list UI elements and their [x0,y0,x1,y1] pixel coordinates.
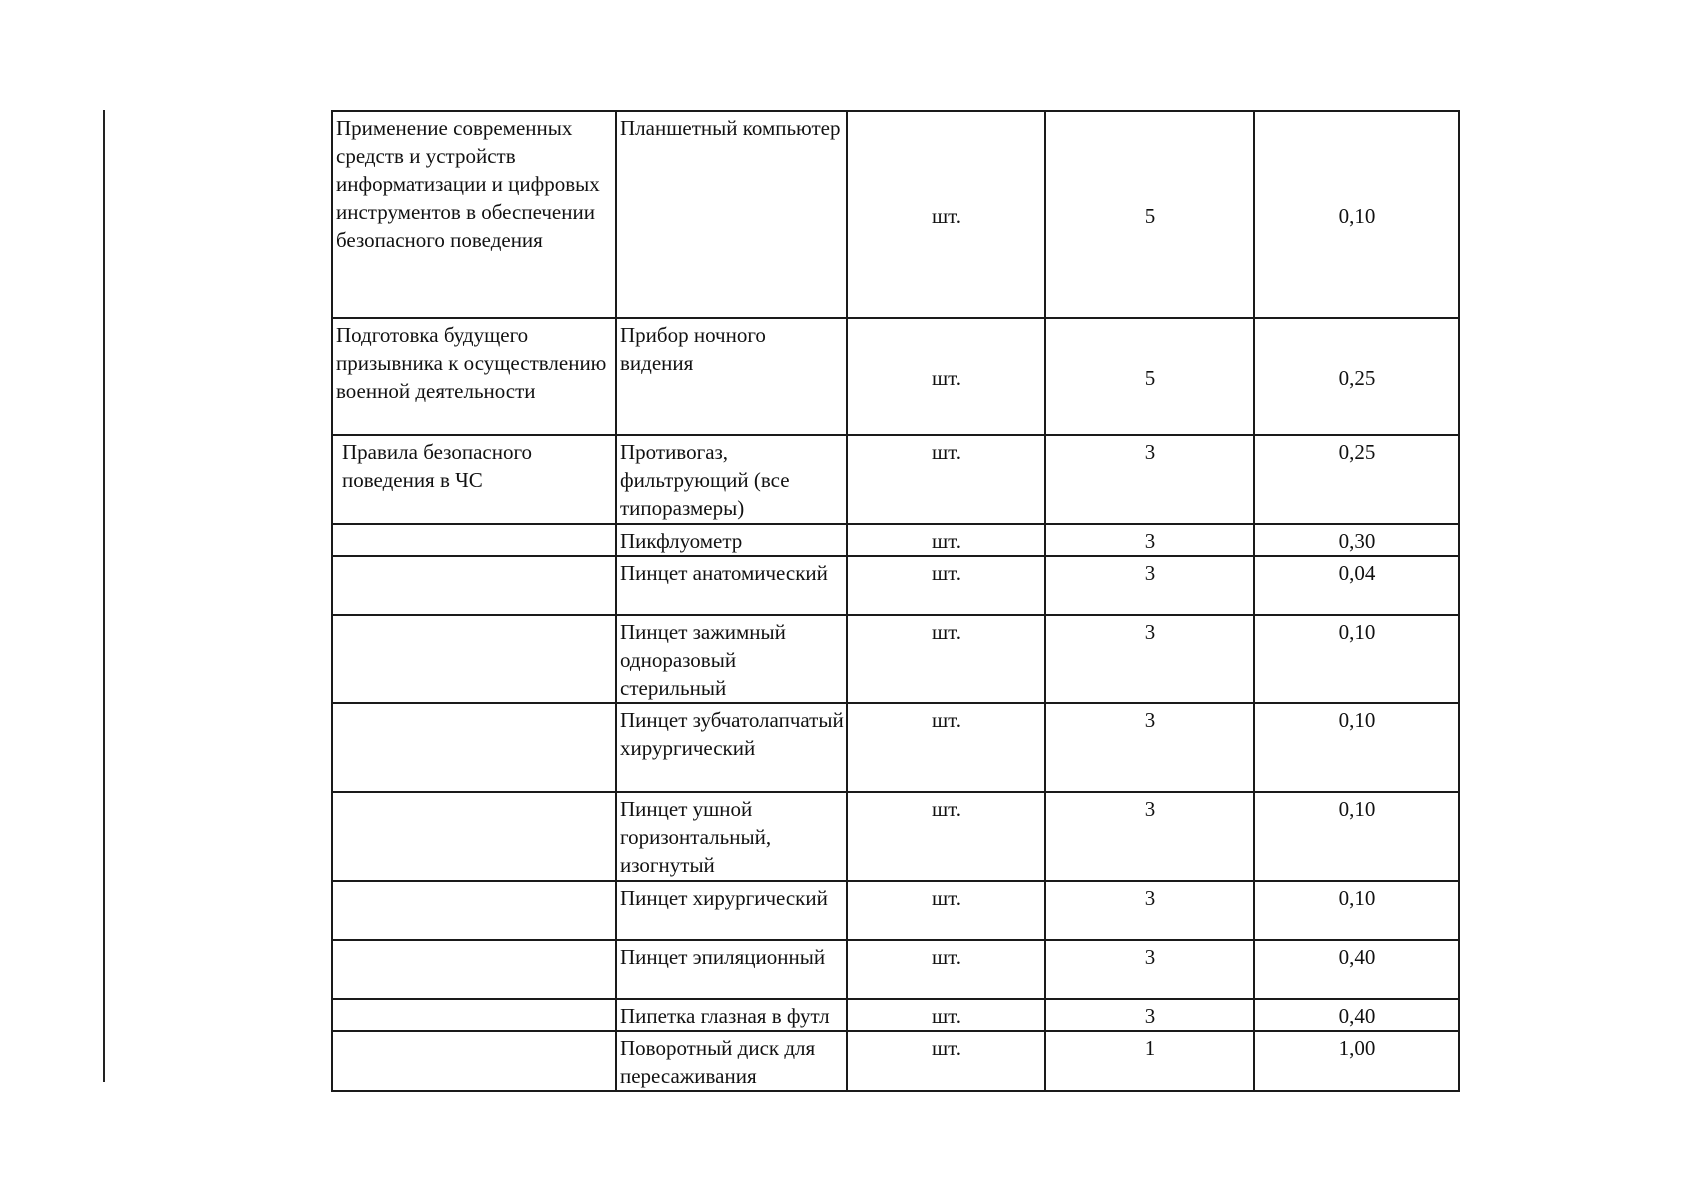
table-row [332,940,1459,999]
section-cell [332,792,616,881]
item-name-cell: Пинцет эпиляционный [616,940,847,999]
item-name-cell: Пинцет зубчатолапчатый хирургический [616,703,847,792]
section-cell: Применение современных средств и устройств информатизации и цифровых инструментов в обеспечении безопасного поведения [332,111,616,318]
page-margin-line [103,110,105,1082]
section-cell [332,1031,616,1091]
quantity-cell: 5 [1045,111,1254,318]
quantity-cell: 5 [1045,318,1254,435]
quantity-cell: 3 [1045,615,1254,703]
unit-cell: шт. [847,792,1045,881]
section-cell [332,556,616,615]
value-cell: 1,00 [1254,1031,1459,1091]
item-name-cell: Пинцет зажимный одноразовый стерильный [616,615,847,703]
value-cell: 0,40 [1254,999,1459,1031]
table-row [332,524,1459,556]
equipment-table [331,110,1460,1092]
item-name-cell: Прибор ночного видения [616,318,847,435]
unit-cell: шт. [847,556,1045,615]
quantity-cell: 3 [1045,524,1254,556]
section-cell [332,940,616,999]
unit-cell: шт. [847,999,1045,1031]
unit-cell: шт. [847,524,1045,556]
quantity-cell: 3 [1045,999,1254,1031]
section-cell [332,999,616,1031]
item-name-cell: Поворотный диск для пересаживания [616,1031,847,1091]
table-row [332,615,1459,703]
value-cell: 0,25 [1254,318,1459,435]
item-name-cell: Планшетный компьютер [616,111,847,318]
section-cell [332,703,616,792]
section-cell [332,881,616,940]
unit-cell: шт. [847,703,1045,792]
value-cell: 0,10 [1254,792,1459,881]
value-cell: 0,30 [1254,524,1459,556]
item-name-cell: Пикфлуометр [616,524,847,556]
quantity-cell: 3 [1045,940,1254,999]
quantity-cell: 3 [1045,703,1254,792]
value-cell: 0,40 [1254,940,1459,999]
value-cell: 0,10 [1254,111,1459,318]
table-row [332,1031,1459,1091]
table-row [332,999,1459,1031]
table-row [332,703,1459,792]
section-cell: Подготовка будущего призывника к осуществлению военной деятельности [332,318,616,435]
quantity-cell: 3 [1045,881,1254,940]
section-cell: Правила безопасного поведения в ЧС [332,435,616,524]
unit-cell: шт. [847,1031,1045,1091]
section-cell [332,615,616,703]
item-name-cell: Пинцет ушной горизонтальный, изогнутый [616,792,847,881]
item-name-cell: Пипетка глазная в футл [616,999,847,1031]
section-cell [332,524,616,556]
value-cell: 0,10 [1254,615,1459,703]
value-cell: 0,04 [1254,556,1459,615]
value-cell: 0,10 [1254,881,1459,940]
unit-cell: шт. [847,615,1045,703]
item-name-cell: Пинцет анатомический [616,556,847,615]
item-name-cell: Пинцет хирургический [616,881,847,940]
unit-cell: шт. [847,940,1045,999]
table-row [332,792,1459,881]
quantity-cell: 3 [1045,435,1254,524]
quantity-cell: 1 [1045,1031,1254,1091]
table-row [332,318,1459,435]
table-row [332,111,1459,318]
unit-cell: шт. [847,881,1045,940]
table-row [332,881,1459,940]
unit-cell: шт. [847,435,1045,524]
value-cell: 0,25 [1254,435,1459,524]
unit-cell: шт. [847,111,1045,318]
quantity-cell: 3 [1045,556,1254,615]
quantity-cell: 3 [1045,792,1254,881]
table-row [332,556,1459,615]
unit-cell: шт. [847,318,1045,435]
value-cell: 0,10 [1254,703,1459,792]
table-row [332,435,1459,524]
item-name-cell: Противогаз, фильтрующий (все типоразмеры) [616,435,847,524]
